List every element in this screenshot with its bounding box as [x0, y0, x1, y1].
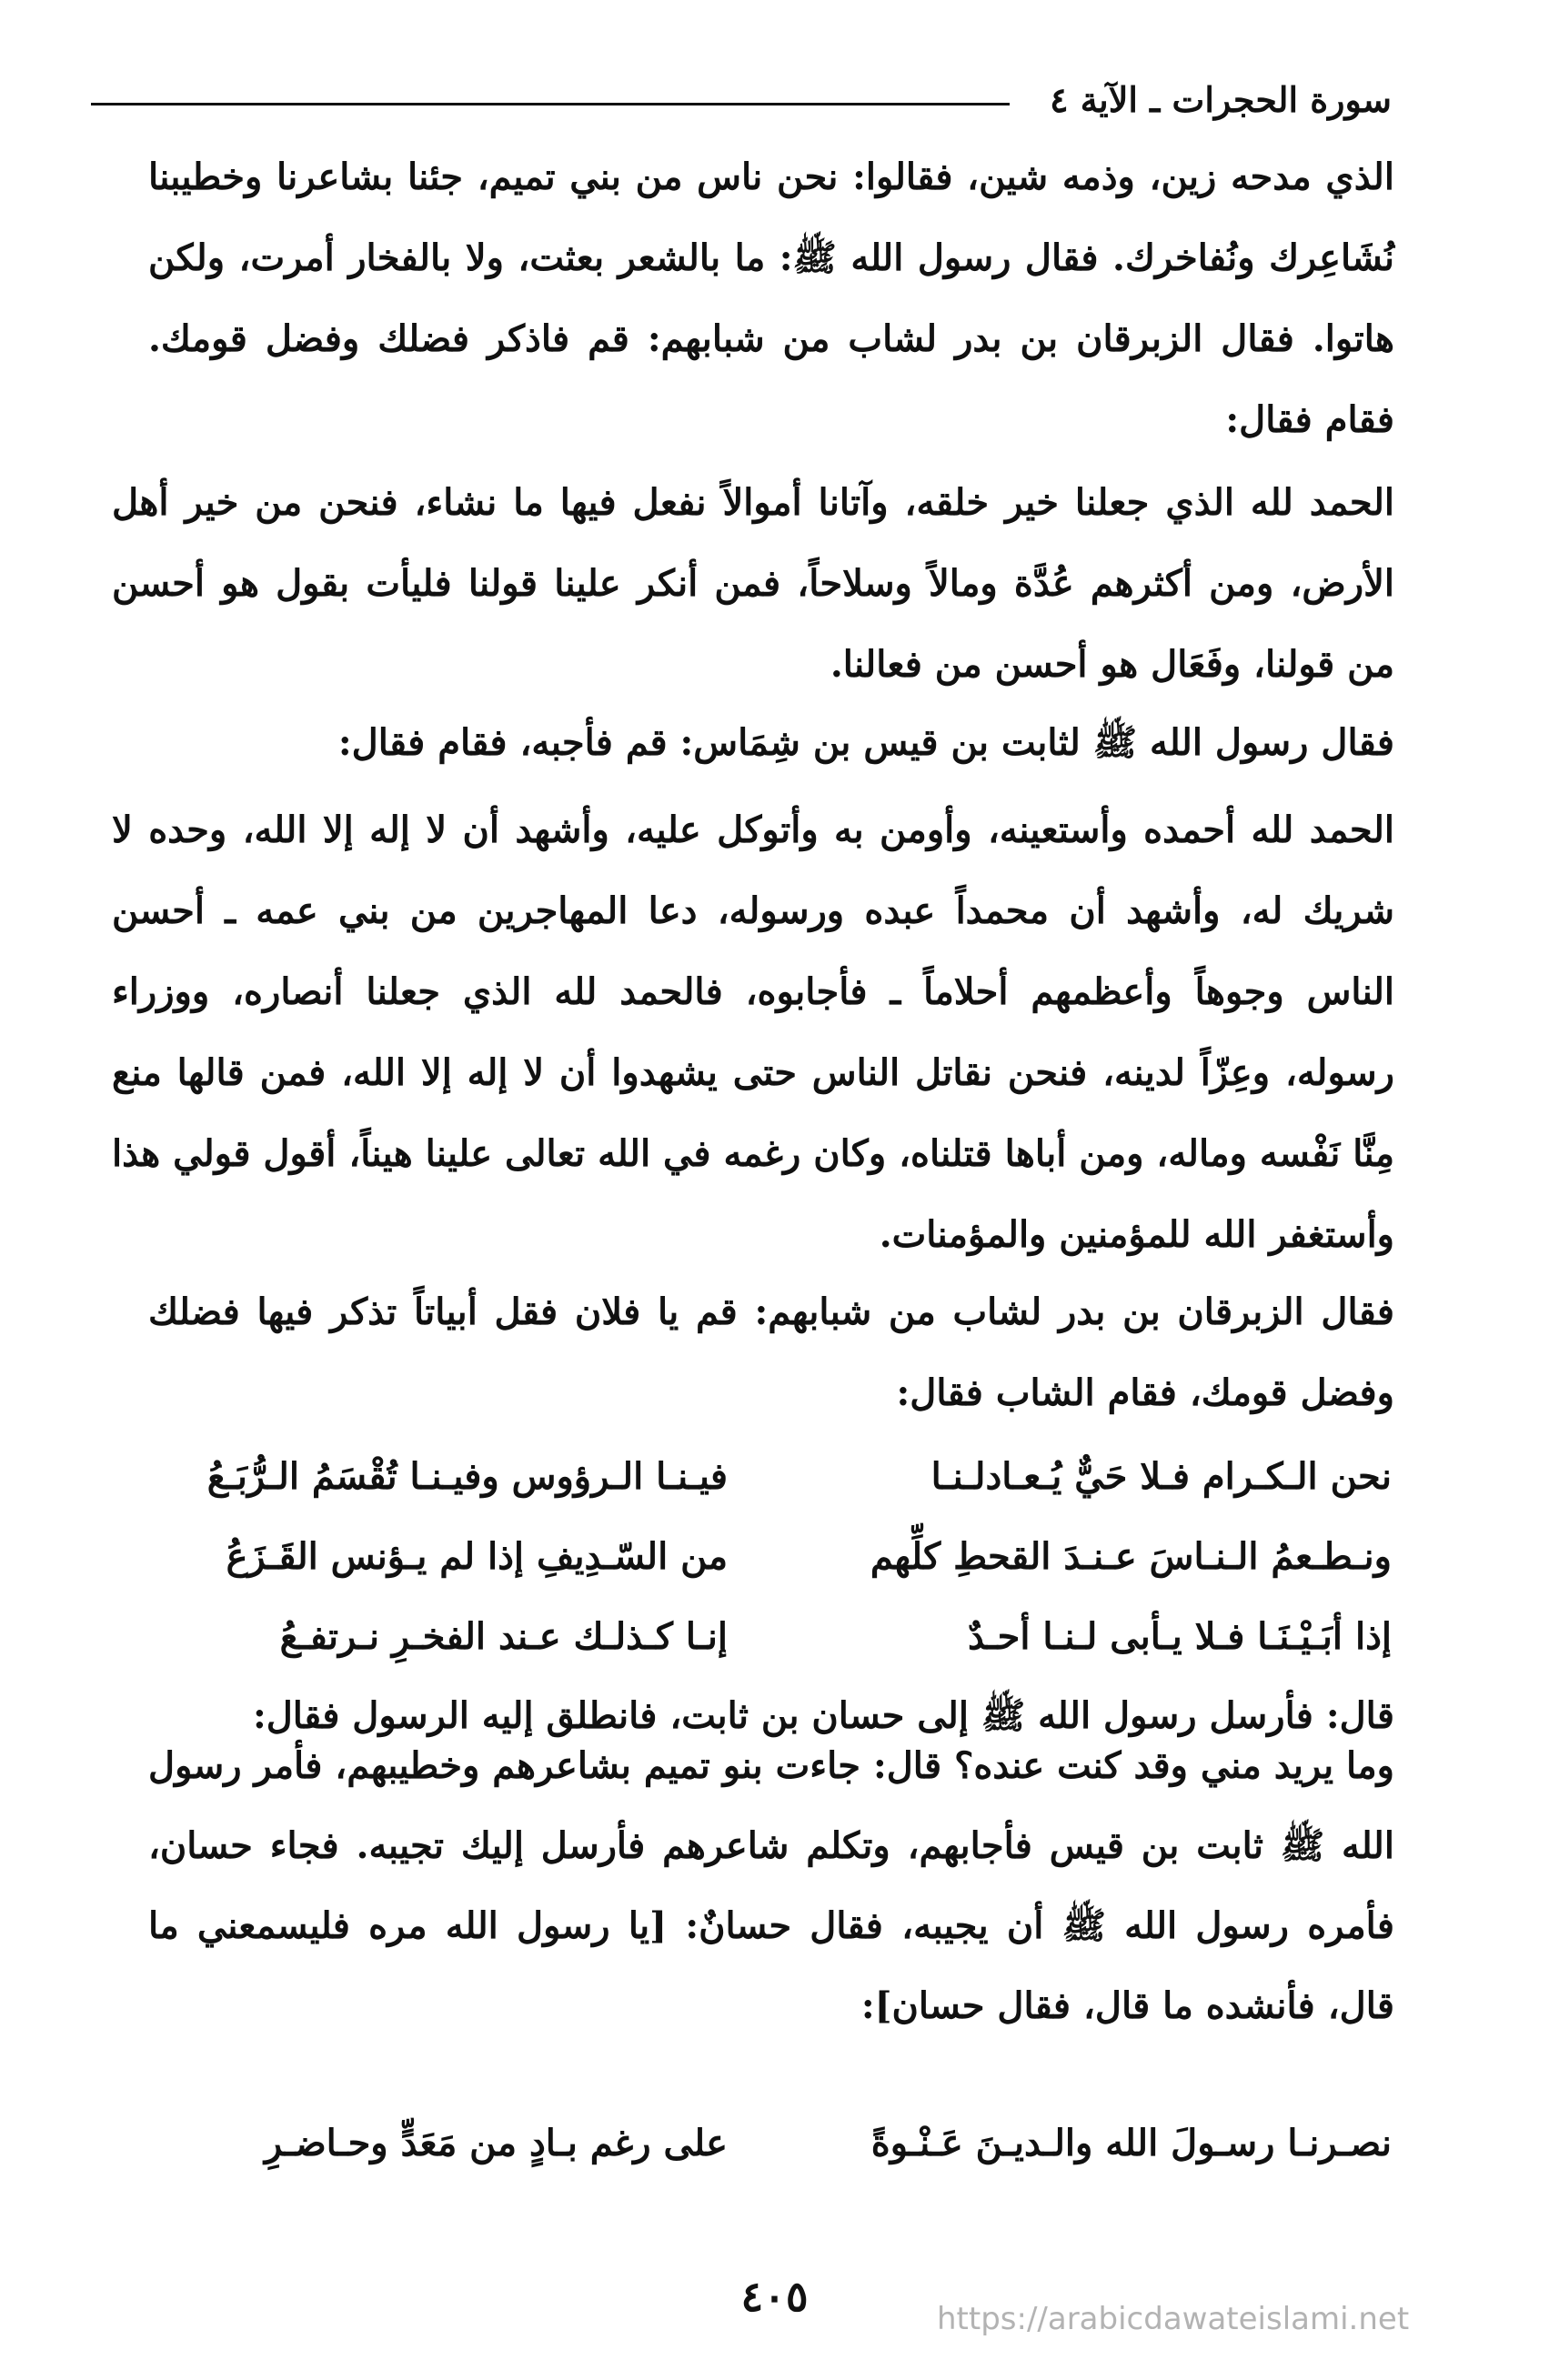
paragraph-3: فقال رسول الله ﷺ لثابت بن قيس بن شِمَاس: قم فأجبه، فقام فقال:	[337, 721, 1394, 764]
verse-first-hemistich: إذا أبَـيْـنَـا فـلا يـأبى لـنـا أحـدٌ	[967, 1615, 1392, 1658]
verse-first-hemistich: نصـرنـا رسـولَ الله والـديـنَ عَـنْـوةً	[870, 2122, 1392, 2164]
verse-second-hemistich: من السّـدِيفِ إذا لم يـؤنس القَـزَعُ	[226, 1535, 728, 1578]
paragraph-7: وما يريد مني وقد كنت عنده؟ قال: جاءت بنو تميم بشاعرهم وخطيبهم، فأمر رسول الله ﷺ ثابت بن قيس فأجابهم، وتكلم شاعرهم فأرسل إليك تجيبه. فجاء حسان، فأمره رسول الله ﷺ أن يجيبه، فقال حسانٌ: [يا رسول الله مره فليسمعني ما قال، فأنشده ما قال، فقال حسان]:	[148, 1744, 1394, 2027]
paragraph-1: الذي مدحه زين، وذمه شين، فقالوا: نحن ناس من بني تميم، جئنا بشاعرنا وخطيبنا نُشَاعِرك ونُفاخرك. فقال رسول الله ﷺ: ما بالشعر بعثت، ولا بالفخار أمرت، ولكن هاتوا. فقال الزبرقان بن بدر لشاب من شبابهم: قم فاذكر فضلك وفضل قومك. فقام فقال:	[148, 156, 1394, 441]
paragraph-4: الحمد لله أحمده وأستعينه، وأومن به وأتوكل عليه، وأشهد أن لا إله إلا الله، وحده لا شريك له، وأشهد أن محمداً عبده ورسوله، دعا المهاجرين من بني عمه ـ أحسن الناس وجوهاً وأعظمهم أحلاماً ـ فأجابوه، فالحمد لله الذي جعلنا أنصاره، ووزراء رسوله، وعِزّاً لدينه، فنحن نقاتل الناس حتى يشهدوا أن لا إله إلا الله، فمن قالها منع مِنَّا نَفْسه وماله، ومن أباها قتلناه، وكان رغمه في الله تعالى علينا هيناً، أقول قولي هذا وأستغفر الله للمؤمنين والمؤمنات.	[112, 808, 1394, 1256]
poem-line	[91, 1437, 1392, 1517]
paragraph-6: قال: فأرسل رسول الله ﷺ إلى حسان بن ثابت، فانطلق إليه الرسول فقال:	[252, 1694, 1394, 1737]
verse-first-hemistich: ونـطـعمُ الـنـاسَ عـنـدَ القحطِ كلِّهم	[870, 1535, 1392, 1578]
page-number: ٤٠٥	[740, 2272, 809, 2321]
poem-2	[91, 2104, 1392, 2184]
verse-first-hemistich: نحن الـكـرام فـلا حَيٌّ يُـعـادلـنـا	[930, 1455, 1392, 1498]
verse-second-hemistich: على رغم بـادٍ من مَعَدٍّ وحـاضـرِ	[264, 2122, 728, 2164]
paragraph-5: فقال الزبرقان بن بدر لشاب من شبابهم: قم يا فلان فقل أبياتاً تذكر فيها فضلك وفضل قومك، فقام الشاب فقال:	[148, 1290, 1394, 1414]
poem-line	[91, 2104, 1392, 2184]
poem-line	[91, 1517, 1392, 1597]
poem-1	[91, 1437, 1392, 1677]
paragraph-2: الحمد لله الذي جعلنا خير خلقه، وآتانا أموالاً نفعل فيها ما نشاء، فنحن من خير أهل الأرض، ومن أكثرهم عُدَّة ومالاً وسلاحاً، فمن أنكر علينا قولنا فليأت بقول هو أحسن من قولنا، وفَعَال هو أحسن من فعالنا.	[112, 481, 1394, 686]
verse-second-hemistich: فيـنـا الـرؤوس وفيـنـا تُقْسَمُ الـرُّبَـعُ	[206, 1455, 728, 1498]
watermark-url: https://arabicdawateislami.net	[937, 2301, 1410, 2337]
poem-line	[91, 1597, 1392, 1677]
running-title: سورة الحجرات ـ الآية ٤	[1050, 79, 1392, 120]
header-rule	[91, 103, 1010, 105]
running-head	[91, 77, 1392, 123]
verse-second-hemistich: إنـا كـذلـك عـند الفخـرِ نـرتفـعُ	[279, 1615, 728, 1658]
